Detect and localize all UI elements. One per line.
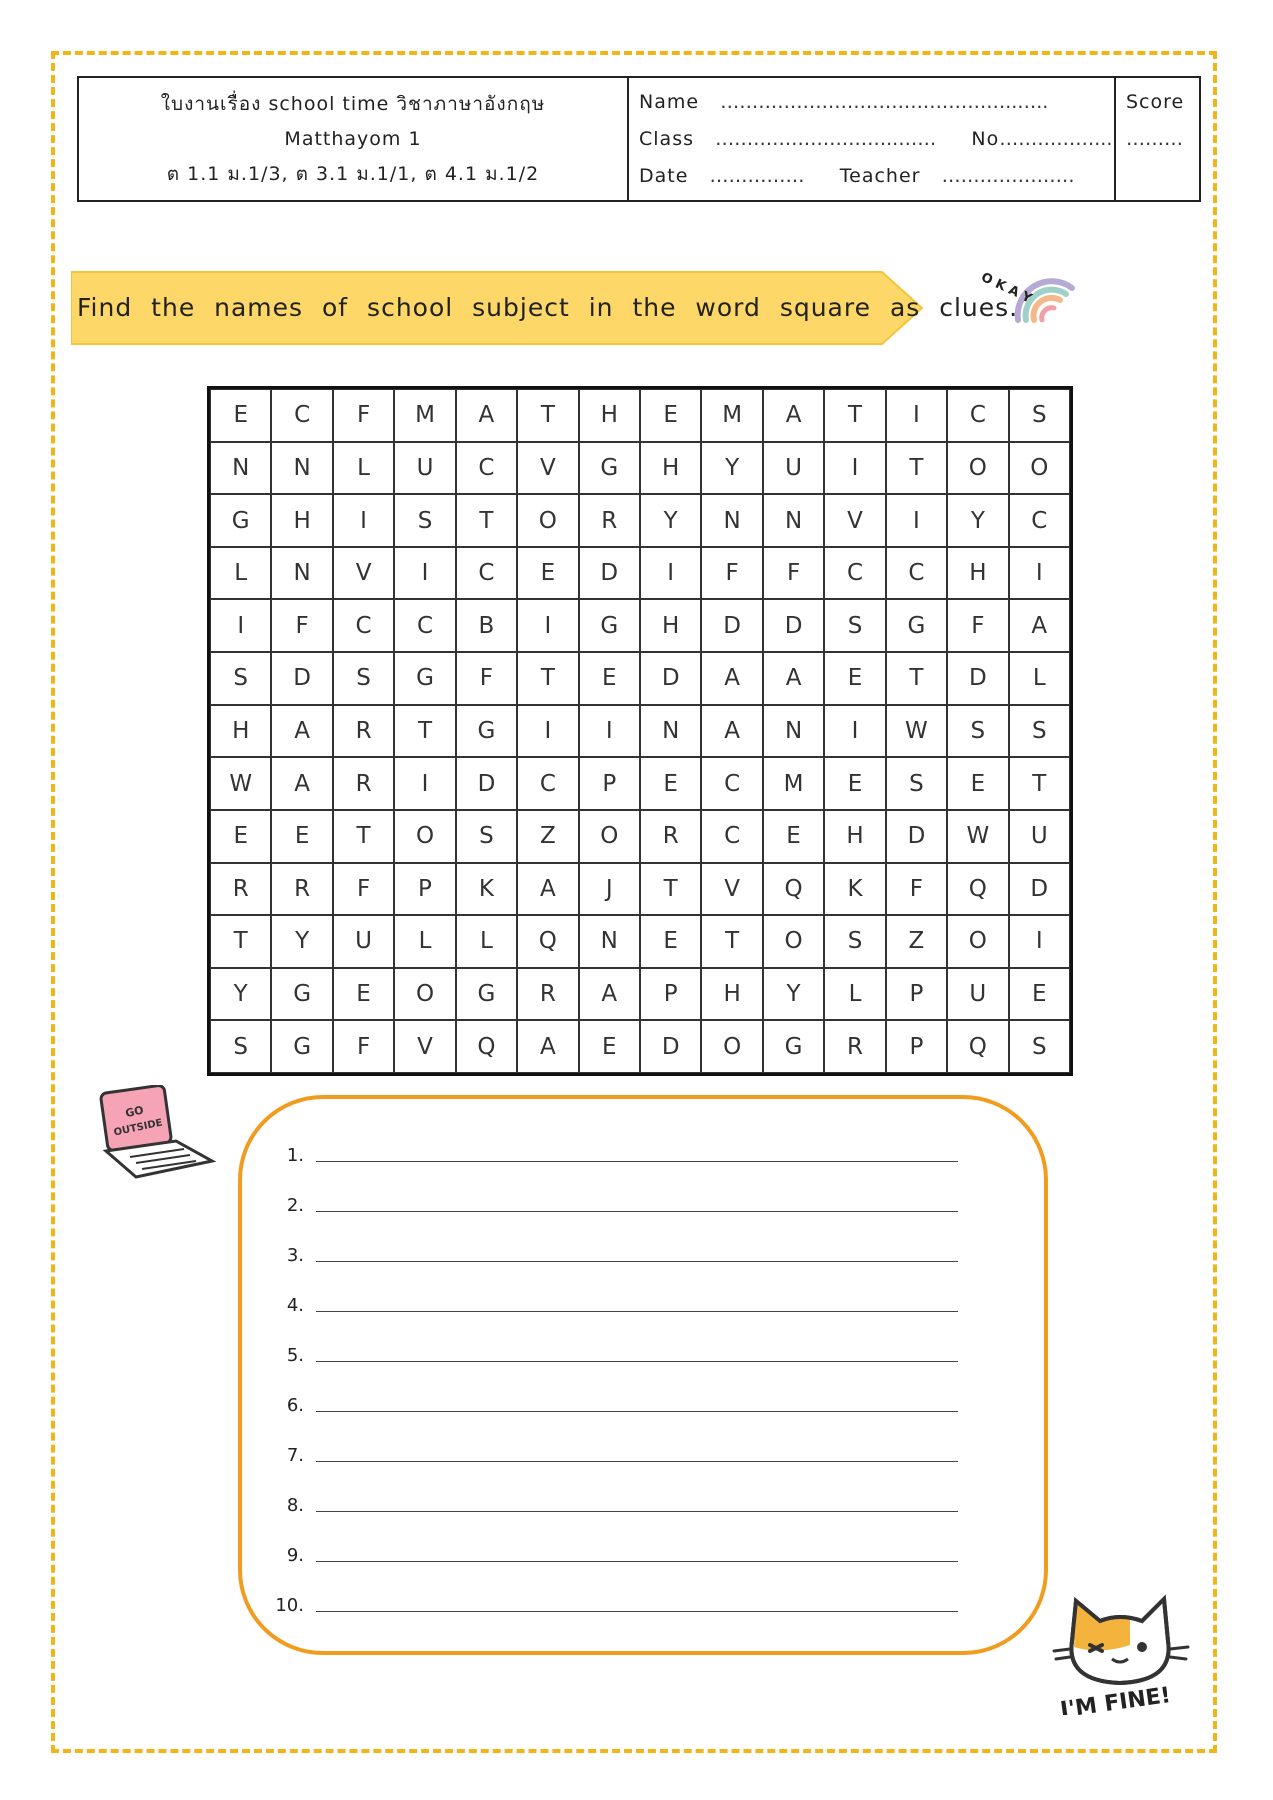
- teacher-field[interactable]: …………………: [941, 164, 1075, 187]
- grid-cell[interactable]: M: [394, 389, 455, 442]
- grid-cell[interactable]: C: [394, 599, 455, 652]
- grid-cell[interactable]: Q: [456, 1020, 517, 1073]
- grid-cell[interactable]: G: [271, 1020, 332, 1073]
- grid-cell[interactable]: C: [824, 547, 885, 600]
- grid-cell[interactable]: T: [333, 810, 394, 863]
- grid-cell[interactable]: O: [517, 494, 578, 547]
- grid-cell[interactable]: A: [271, 757, 332, 810]
- grid-cell[interactable]: E: [271, 810, 332, 863]
- grid-cell[interactable]: E: [824, 757, 885, 810]
- answer-line[interactable]: [242, 1492, 958, 1516]
- grid-cell[interactable]: T: [886, 652, 947, 705]
- grid-cell[interactable]: W: [886, 705, 947, 758]
- date-field[interactable]: ……………: [709, 164, 805, 187]
- instruction-text: Find the names of school subject in the word square as clues.: [77, 293, 1019, 322]
- grid-cell[interactable]: O: [1009, 442, 1070, 495]
- grid-cell[interactable]: I: [640, 547, 701, 600]
- answer-number: 2.: [286, 1195, 304, 1216]
- grid-cell[interactable]: T: [394, 705, 455, 758]
- name-field[interactable]: ………………………………………..…..: [720, 91, 1049, 114]
- grid-cell[interactable]: L: [824, 968, 885, 1021]
- grid-cell[interactable]: S: [333, 652, 394, 705]
- grid-cell[interactable]: R: [210, 863, 271, 916]
- grid-cell[interactable]: G: [210, 494, 271, 547]
- worksheet-header: [77, 76, 1201, 202]
- grid-cell[interactable]: C: [1009, 494, 1070, 547]
- answer-line[interactable]: [242, 1342, 958, 1366]
- answer-number: 1.: [286, 1145, 304, 1166]
- grid-cell[interactable]: I: [824, 442, 885, 495]
- grid-cell[interactable]: R: [333, 757, 394, 810]
- grid-cell[interactable]: C: [947, 389, 1008, 442]
- date-row: [639, 165, 1104, 187]
- worksheet-title: ใบงานเรื่อง school time วิชาภาษาอังกฤษ: [160, 92, 546, 115]
- grid-cell[interactable]: G: [456, 968, 517, 1021]
- grid-cell[interactable]: V: [824, 494, 885, 547]
- grid-cell[interactable]: H: [271, 494, 332, 547]
- name-label: Name: [639, 91, 700, 114]
- grid-cell[interactable]: F: [456, 652, 517, 705]
- grid-cell[interactable]: I: [394, 757, 455, 810]
- grid-cell[interactable]: O: [947, 915, 1008, 968]
- cat-im-fine-sticker: [1050, 1585, 1200, 1715]
- grid-cell[interactable]: D: [947, 652, 1008, 705]
- grid-cell[interactable]: G: [763, 1020, 824, 1073]
- answer-number: 6.: [286, 1395, 304, 1416]
- word-search-grid: [207, 386, 1073, 1076]
- grid-cell[interactable]: O: [701, 1020, 762, 1073]
- grid-cell[interactable]: C: [701, 810, 762, 863]
- rainbow-icon: [980, 248, 1080, 338]
- grid-cell[interactable]: H: [947, 547, 1008, 600]
- laptop-go-outside-sticker: [96, 1085, 216, 1185]
- grid-cell[interactable]: N: [763, 705, 824, 758]
- grid-cell[interactable]: D: [886, 810, 947, 863]
- grid-cell[interactable]: A: [763, 389, 824, 442]
- grid-cell[interactable]: I: [886, 389, 947, 442]
- grid-cell[interactable]: C: [456, 442, 517, 495]
- grid-cell[interactable]: E: [824, 652, 885, 705]
- grid-cell[interactable]: N: [210, 442, 271, 495]
- grid-cell[interactable]: M: [701, 389, 762, 442]
- grid-cell[interactable]: G: [271, 968, 332, 1021]
- laptop-text-outside: OUTSIDE: [112, 1117, 164, 1139]
- grid-cell[interactable]: R: [579, 494, 640, 547]
- grid-cell[interactable]: P: [886, 968, 947, 1021]
- grid-cell[interactable]: L: [456, 915, 517, 968]
- grid-cell[interactable]: B: [456, 599, 517, 652]
- grid-cell[interactable]: U: [333, 915, 394, 968]
- grid-cell[interactable]: R: [640, 810, 701, 863]
- grid-cell[interactable]: Q: [947, 863, 1008, 916]
- grid-cell[interactable]: T: [824, 389, 885, 442]
- grid-cell[interactable]: R: [517, 968, 578, 1021]
- grid-cell[interactable]: L: [1009, 652, 1070, 705]
- grid-cell[interactable]: F: [333, 389, 394, 442]
- grid-cell[interactable]: N: [763, 494, 824, 547]
- answer-blank[interactable]: [316, 1360, 958, 1362]
- grid-cell[interactable]: F: [333, 863, 394, 916]
- grid-cell[interactable]: S: [886, 757, 947, 810]
- grid-cell[interactable]: W: [210, 757, 271, 810]
- grid-cell[interactable]: H: [701, 968, 762, 1021]
- answer-line[interactable]: [242, 1192, 958, 1216]
- grid-cell[interactable]: A: [517, 863, 578, 916]
- curriculum-standards: ต 1.1 ม.1/3, ต 3.1 ม.1/1, ต 4.1 ม.1/2: [166, 163, 540, 186]
- cat-text: I'M FINE!: [1058, 1683, 1173, 1715]
- grid-cell[interactable]: S: [210, 652, 271, 705]
- grid-cell[interactable]: T: [517, 652, 578, 705]
- grid-cell[interactable]: L: [333, 442, 394, 495]
- grid-cell[interactable]: V: [333, 547, 394, 600]
- grid-cell[interactable]: H: [579, 389, 640, 442]
- grid-cell[interactable]: Y: [210, 968, 271, 1021]
- answer-blank[interactable]: [316, 1560, 958, 1562]
- grid-cell[interactable]: O: [947, 442, 1008, 495]
- grid-cell[interactable]: T: [210, 915, 271, 968]
- grid-cell[interactable]: V: [701, 863, 762, 916]
- laptop-icon: [96, 1085, 216, 1185]
- grid-cell[interactable]: H: [640, 599, 701, 652]
- grid-cell[interactable]: M: [763, 757, 824, 810]
- grid-cell[interactable]: D: [701, 599, 762, 652]
- grid-cell[interactable]: I: [210, 599, 271, 652]
- grid-cell[interactable]: E: [210, 810, 271, 863]
- grid-cell[interactable]: U: [763, 442, 824, 495]
- grid-cell[interactable]: A: [763, 652, 824, 705]
- grid-cell[interactable]: S: [1009, 389, 1070, 442]
- grid-cell[interactable]: I: [1009, 915, 1070, 968]
- grid-cell[interactable]: I: [1009, 547, 1070, 600]
- cat-icon: [1050, 1585, 1200, 1715]
- grid-cell[interactable]: E: [763, 810, 824, 863]
- grid-cell[interactable]: S: [824, 599, 885, 652]
- class-field[interactable]: ………………………..……: [715, 127, 937, 150]
- grid-cell[interactable]: G: [886, 599, 947, 652]
- grid-cell[interactable]: Z: [886, 915, 947, 968]
- grid-cell[interactable]: E: [579, 1020, 640, 1073]
- grid-cell[interactable]: D: [456, 757, 517, 810]
- class-row: [639, 127, 1113, 150]
- grid-cell[interactable]: Q: [517, 915, 578, 968]
- grid-cell[interactable]: O: [579, 810, 640, 863]
- grid-cell[interactable]: T: [456, 494, 517, 547]
- teacher-label: Teacher: [839, 164, 921, 187]
- grid-cell[interactable]: D: [763, 599, 824, 652]
- grid-cell[interactable]: E: [640, 757, 701, 810]
- grid-cell[interactable]: I: [394, 547, 455, 600]
- grid-cell[interactable]: G: [579, 599, 640, 652]
- answer-number: 10.: [275, 1595, 304, 1616]
- grid-cell[interactable]: I: [517, 705, 578, 758]
- grid-cell[interactable]: S: [210, 1020, 271, 1073]
- grid-cell[interactable]: C: [456, 547, 517, 600]
- grid-cell[interactable]: S: [456, 810, 517, 863]
- grid-cell[interactable]: A: [701, 652, 762, 705]
- grid-cell[interactable]: E: [947, 757, 1008, 810]
- score-field[interactable]: ………: [1126, 127, 1183, 150]
- grid-cell[interactable]: Y: [763, 968, 824, 1021]
- grid-cell[interactable]: D: [640, 1020, 701, 1073]
- grid-cell[interactable]: P: [886, 1020, 947, 1073]
- name-row: [639, 91, 1104, 113]
- grid-cell[interactable]: E: [210, 389, 271, 442]
- answer-blank[interactable]: [316, 1160, 958, 1162]
- grid-cell[interactable]: J: [579, 863, 640, 916]
- grid-cell[interactable]: N: [271, 442, 332, 495]
- grid-cell[interactable]: N: [640, 705, 701, 758]
- grid-cell[interactable]: P: [640, 968, 701, 1021]
- grid-cell[interactable]: S: [1009, 705, 1070, 758]
- answer-number: 9.: [286, 1545, 304, 1566]
- answer-blank[interactable]: [316, 1460, 958, 1462]
- grid-cell[interactable]: D: [1009, 863, 1070, 916]
- score-label: Score: [1126, 91, 1185, 114]
- answer-line[interactable]: [242, 1242, 958, 1266]
- grid-cell[interactable]: F: [271, 599, 332, 652]
- grid-cell[interactable]: R: [824, 1020, 885, 1073]
- grid-cell[interactable]: F: [947, 599, 1008, 652]
- grid-cell[interactable]: I: [886, 494, 947, 547]
- grid-cell[interactable]: D: [271, 652, 332, 705]
- class-label: Class: [639, 127, 694, 150]
- grid-cell[interactable]: O: [394, 968, 455, 1021]
- grid-cell[interactable]: C: [701, 757, 762, 810]
- grid-cell[interactable]: Y: [947, 494, 1008, 547]
- grid-cell[interactable]: O: [394, 810, 455, 863]
- grid-cell[interactable]: L: [394, 915, 455, 968]
- grid-cell[interactable]: U: [394, 442, 455, 495]
- no-label: No: [971, 127, 1000, 150]
- grid-cell[interactable]: A: [579, 968, 640, 1021]
- grid-cell[interactable]: Q: [947, 1020, 1008, 1073]
- answer-number: 4.: [286, 1295, 304, 1316]
- answer-line[interactable]: [242, 1442, 958, 1466]
- grid-cell[interactable]: P: [394, 863, 455, 916]
- grid-cell[interactable]: S: [394, 494, 455, 547]
- grid-cell[interactable]: P: [579, 757, 640, 810]
- grid-cell[interactable]: U: [947, 968, 1008, 1021]
- date-label: Date: [639, 164, 689, 187]
- okay-letters: O K A Y: [980, 270, 1034, 307]
- grid-cell[interactable]: D: [579, 547, 640, 600]
- answer-number: 5.: [286, 1345, 304, 1366]
- grid-cell[interactable]: C: [886, 547, 947, 600]
- answer-box: [238, 1095, 1048, 1655]
- grid-cell[interactable]: I: [579, 705, 640, 758]
- answer-number: 8.: [286, 1495, 304, 1516]
- grid-cell[interactable]: T: [886, 442, 947, 495]
- grid-cell[interactable]: E: [333, 968, 394, 1021]
- grid-cell[interactable]: Y: [701, 442, 762, 495]
- answer-blank[interactable]: [316, 1610, 958, 1612]
- grid-cell[interactable]: A: [1009, 599, 1070, 652]
- grid-cell[interactable]: G: [456, 705, 517, 758]
- grid-cell[interactable]: S: [1009, 1020, 1070, 1073]
- answer-line[interactable]: [242, 1142, 958, 1166]
- grid-cell[interactable]: Q: [763, 863, 824, 916]
- score-box: [1116, 78, 1199, 200]
- grid-cell[interactable]: U: [1009, 810, 1070, 863]
- okay-rainbow-sticker: [980, 248, 1080, 338]
- grid-cell[interactable]: F: [333, 1020, 394, 1073]
- grid-cell[interactable]: I: [517, 599, 578, 652]
- answer-blank[interactable]: [316, 1210, 958, 1212]
- grid-cell[interactable]: A: [271, 705, 332, 758]
- grid-cell[interactable]: C: [517, 757, 578, 810]
- no-field[interactable]: ……………...: [999, 127, 1113, 150]
- laptop-text-go: GO: [124, 1103, 145, 1121]
- grid-cell[interactable]: F: [701, 547, 762, 600]
- grid-cell[interactable]: Z: [517, 810, 578, 863]
- grid-cell[interactable]: H: [640, 442, 701, 495]
- grid-cell[interactable]: Y: [271, 915, 332, 968]
- grid-cell[interactable]: F: [886, 863, 947, 916]
- grid-cell[interactable]: E: [517, 547, 578, 600]
- grid-cell[interactable]: V: [394, 1020, 455, 1073]
- grid-cell[interactable]: S: [947, 705, 1008, 758]
- grade-level: Matthayom 1: [284, 127, 422, 150]
- grid-cell[interactable]: K: [824, 863, 885, 916]
- grid-cell[interactable]: A: [701, 705, 762, 758]
- grid-cell[interactable]: I: [333, 494, 394, 547]
- grid-cell[interactable]: N: [271, 547, 332, 600]
- grid-cell[interactable]: H: [210, 705, 271, 758]
- answer-blank[interactable]: [316, 1260, 958, 1262]
- grid-cell[interactable]: G: [579, 442, 640, 495]
- grid-cell[interactable]: E: [579, 652, 640, 705]
- grid-cell[interactable]: G: [394, 652, 455, 705]
- grid-cell[interactable]: N: [701, 494, 762, 547]
- answer-blank[interactable]: [316, 1410, 958, 1412]
- grid-cell[interactable]: T: [1009, 757, 1070, 810]
- grid-cell[interactable]: C: [271, 389, 332, 442]
- grid-cell[interactable]: O: [763, 915, 824, 968]
- worksheet-info: [79, 78, 629, 200]
- grid-cell[interactable]: V: [517, 442, 578, 495]
- grid-cell[interactable]: T: [640, 863, 701, 916]
- answer-line[interactable]: [242, 1542, 958, 1566]
- answer-number: 7.: [286, 1445, 304, 1466]
- grid-cell[interactable]: H: [824, 810, 885, 863]
- grid-cell[interactable]: E: [640, 389, 701, 442]
- grid-cell[interactable]: N: [579, 915, 640, 968]
- answer-blank[interactable]: [316, 1510, 958, 1512]
- answer-line[interactable]: [242, 1592, 958, 1616]
- answer-line[interactable]: [242, 1392, 958, 1416]
- answer-blank[interactable]: [316, 1310, 958, 1312]
- grid-cell[interactable]: T: [517, 389, 578, 442]
- grid-cell[interactable]: Y: [640, 494, 701, 547]
- grid-cell[interactable]: E: [1009, 968, 1070, 1021]
- grid-cell[interactable]: W: [947, 810, 1008, 863]
- grid-cell[interactable]: S: [824, 915, 885, 968]
- grid-cell[interactable]: A: [456, 389, 517, 442]
- grid-cell[interactable]: I: [824, 705, 885, 758]
- student-info: [629, 78, 1116, 200]
- grid-cell[interactable]: R: [271, 863, 332, 916]
- grid-cell[interactable]: A: [517, 1020, 578, 1073]
- grid-cell[interactable]: F: [763, 547, 824, 600]
- grid-cell[interactable]: E: [640, 915, 701, 968]
- grid-cell[interactable]: K: [456, 863, 517, 916]
- grid-cell[interactable]: T: [701, 915, 762, 968]
- answer-number: 3.: [286, 1245, 304, 1266]
- grid-cell[interactable]: D: [640, 652, 701, 705]
- grid-cell[interactable]: R: [333, 705, 394, 758]
- grid-cell[interactable]: C: [333, 599, 394, 652]
- grid-cell[interactable]: L: [210, 547, 271, 600]
- answer-line[interactable]: [242, 1292, 958, 1316]
